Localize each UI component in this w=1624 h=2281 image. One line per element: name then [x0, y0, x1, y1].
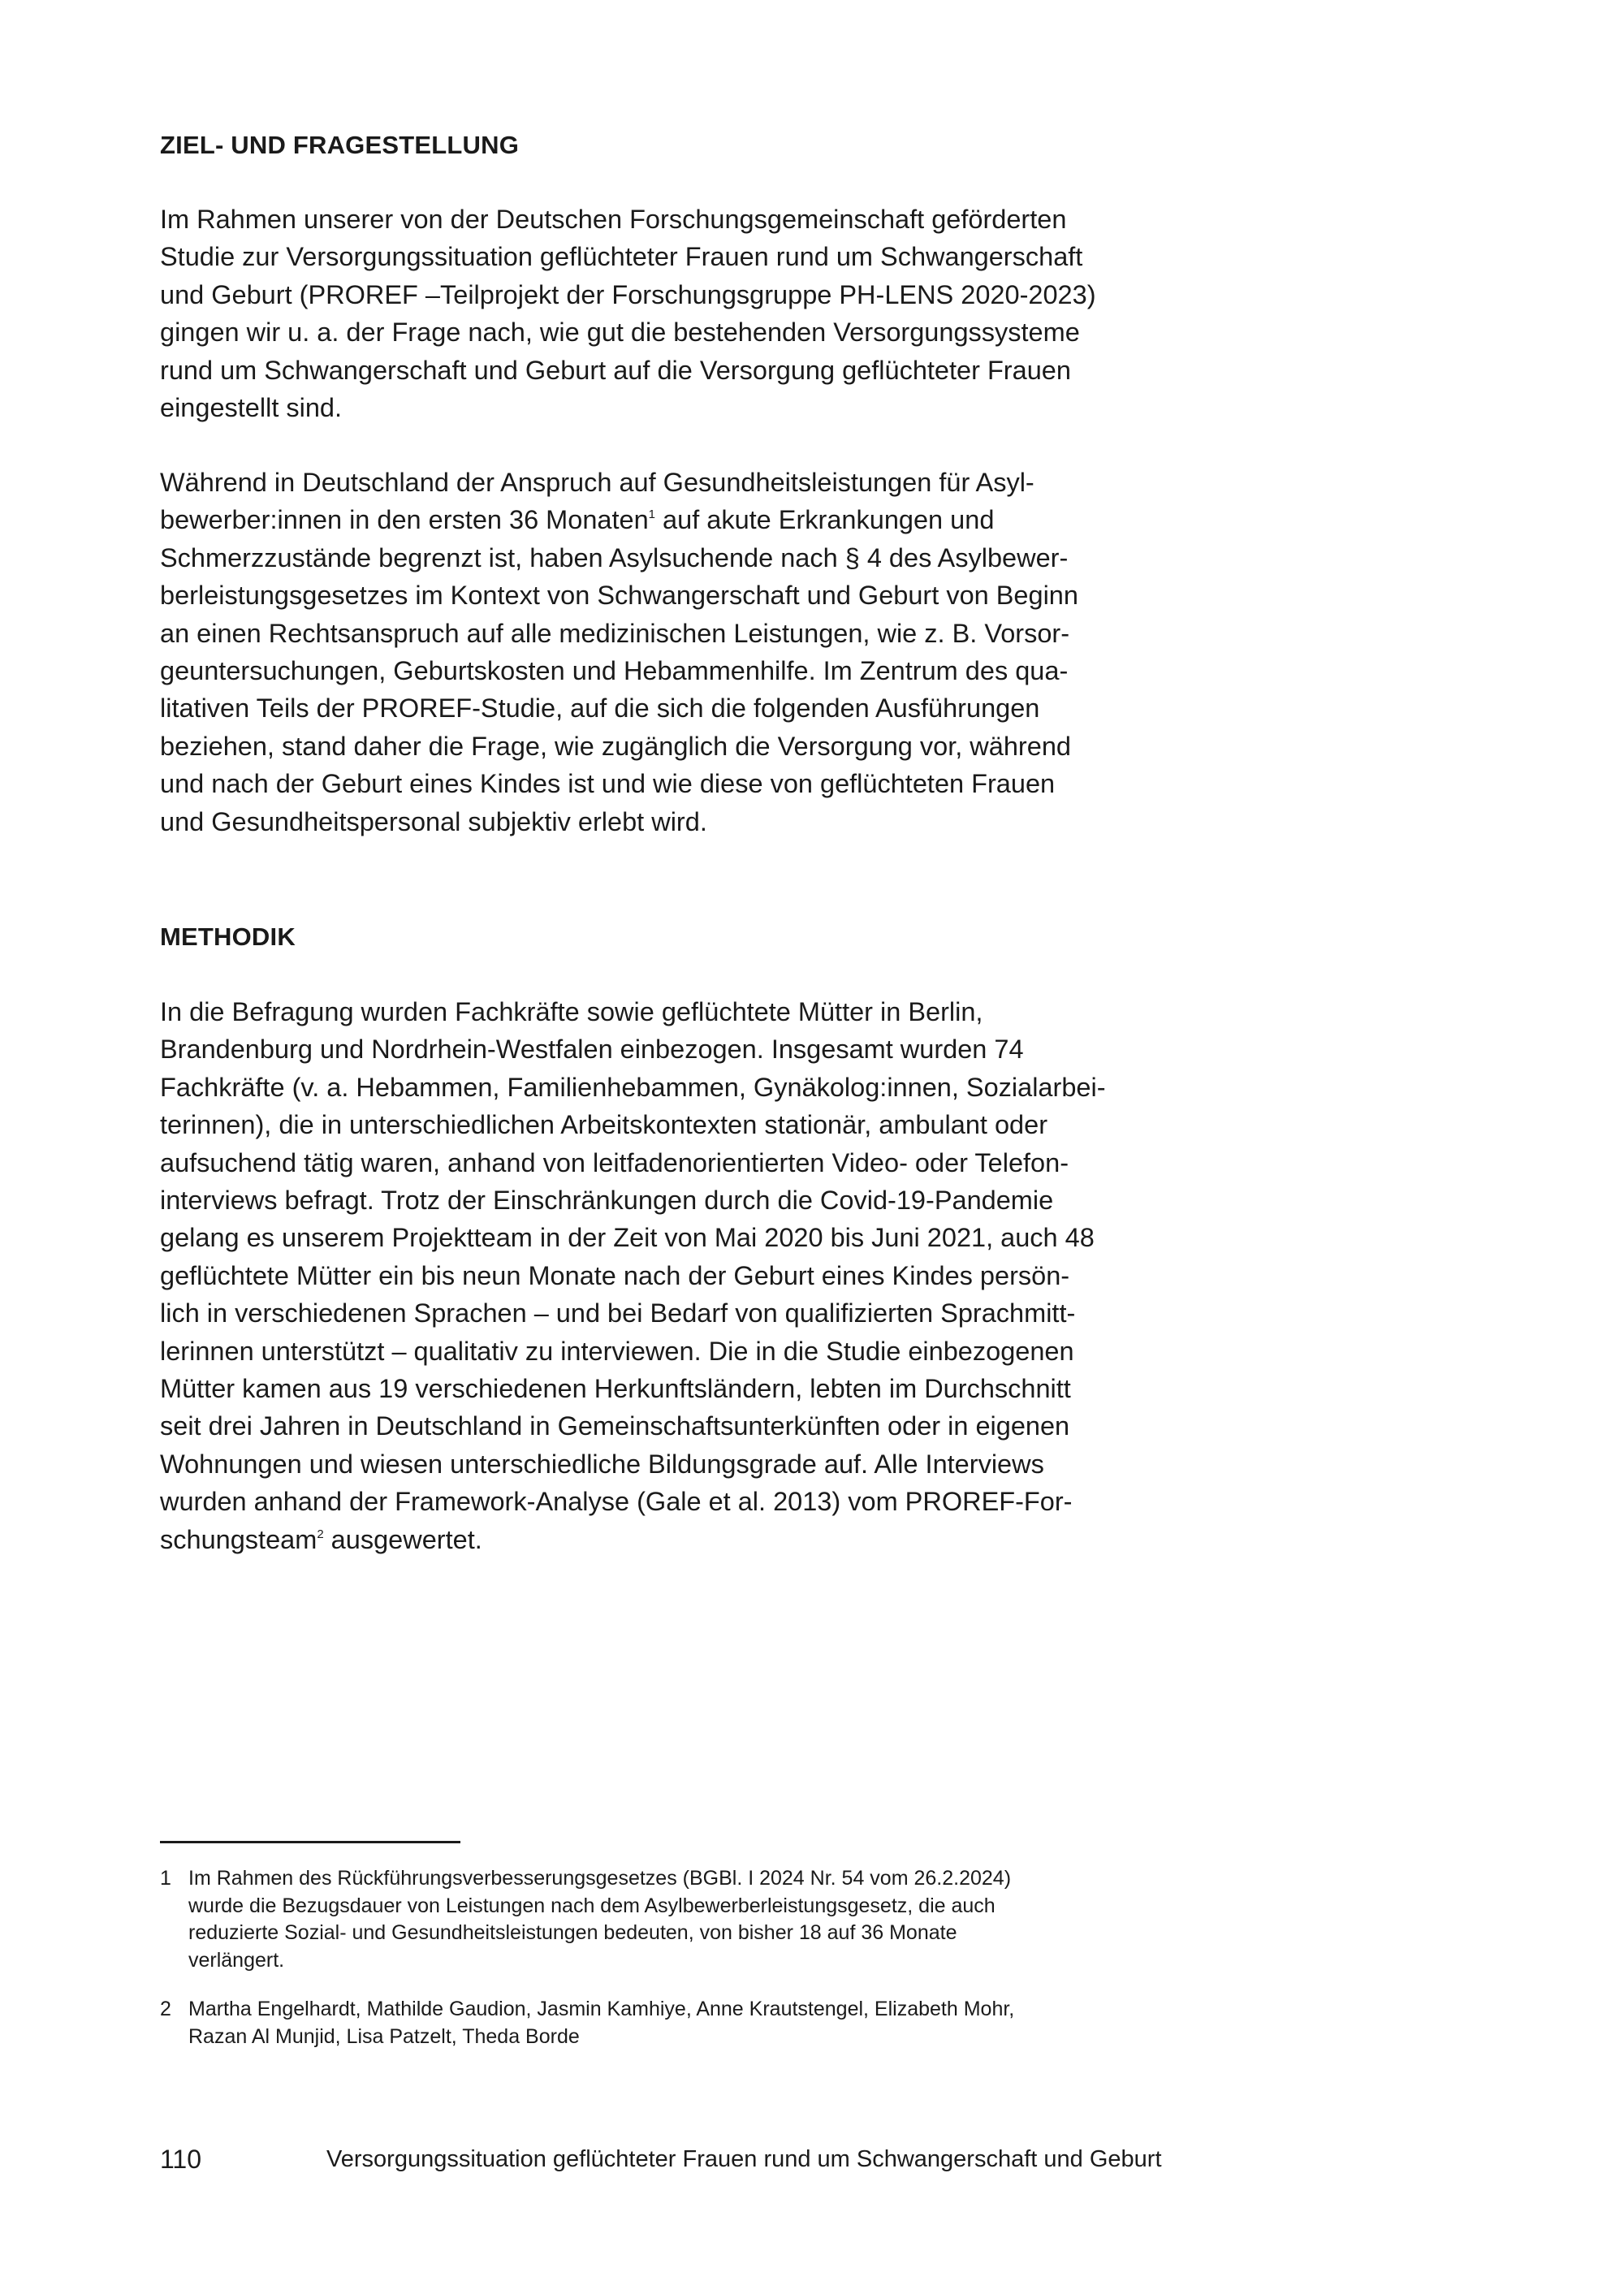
- text-line: verlängert.: [188, 1948, 285, 1972]
- text-line: eingestellt sind.: [160, 393, 343, 423]
- text-line: terinnen), die in unterschiedlichen Arbeitskontexten stationär, ambulant oder: [160, 1110, 1048, 1140]
- footnote-number: 1: [160, 1867, 171, 1890]
- page-number: 110: [160, 2145, 202, 2174]
- text-line: seit drei Jahren in Deutschland in Gemeinschaftsunterkünften oder in eigenen: [160, 1411, 1070, 1441]
- text-line: Im Rahmen des Rückführungsverbesserungsgesetzes (BGBl. I 2024 Nr. 54 vom 26.2.2024): [188, 1867, 1012, 1890]
- text-line: rund um Schwangerschaft und Geburt auf die Versorgung geflüchteter Frauen: [160, 355, 1071, 385]
- text-line-with-footnote-ref: [160, 501, 1118, 538]
- text-line: Im Rahmen unserer von der Deutschen Forschungsgemeinschaft geförderten: [160, 205, 1067, 234]
- text-line: beziehen, stand daher die Frage, wie zugänglich die Versorgung vor, während: [160, 731, 1071, 761]
- text-line: Studie zur Versorgungssituation geflüchteter Frauen rund um Schwangerschaft: [160, 242, 1083, 272]
- text-line: und Gesundheitspersonal subjektiv erlebt wird.: [160, 806, 707, 836]
- section1-paragraph-2: [160, 464, 1118, 840]
- text-line: Brandenburg und Nordrhein-Westfalen einbezogen. Insgesamt wurden 74: [160, 1035, 1024, 1065]
- footnote-divider: [160, 1841, 460, 1843]
- text-line: geflüchtete Mütter ein bis neun Monate nach der Geburt eines Kindes persön-: [160, 1260, 1070, 1290]
- footnote-ref-2[interactable]: 2: [317, 1527, 324, 1541]
- text-line: und Geburt (PROREF –Teilprojekt der Forschungsgruppe PH-LENS 2020-2023): [160, 279, 1096, 309]
- text-line: Martha Engelhardt, Mathilde Gaudion, Jasmin Kamhiye, Anne Krautstengel, Elizabeth Mohr,: [188, 1998, 1015, 2020]
- footnote-1: [160, 1865, 1134, 1974]
- footnote-2: [160, 1996, 1134, 2050]
- text-line: an einen Rechtsanspruch auf alle medizinischen Leistungen, wie z. B. Vorsor-: [160, 618, 1070, 648]
- text-line: berleistungsgesetzes im Kontext von Schwangerschaft und Geburt von Beginn: [160, 581, 1078, 611]
- text-line: aufsuchend tätig waren, anhand von leitfadenorientierten Video- oder Telefon-: [160, 1147, 1069, 1177]
- section-heading-methodik: METHODIK: [160, 922, 296, 951]
- text-segment: auf akute Erkrankungen und: [655, 505, 995, 535]
- text-line: Schmerzzustände begrenzt ist, haben Asylsuchende nach § 4 des Asylbewer-: [160, 542, 1069, 572]
- text-line: und nach der Geburt eines Kindes ist und wie diese von geflüchteten Frauen: [160, 769, 1056, 799]
- footnote-ref-1[interactable]: 1: [648, 508, 656, 522]
- running-title: Versorgungssituation geflüchteter Frauen rund um Schwangerschaft und Geburt: [326, 2146, 1162, 2172]
- section2-paragraph-1: [160, 993, 1118, 1558]
- text-line: In die Befragung wurden Fachkräfte sowie geflüchtete Mütter in Berlin,: [160, 997, 983, 1026]
- section1-paragraph-1: [160, 201, 1118, 426]
- text-line: Fachkräfte (v. a. Hebammen, Familienhebammen, Gynäkolog:innen, Sozialarbei-: [160, 1072, 1106, 1102]
- text-line: Während in Deutschland der Anspruch auf Gesundheitsleistungen für Asyl-: [160, 468, 1034, 497]
- footnote-text: [188, 1865, 1134, 1974]
- text-line: lich in verschiedenen Sprachen – und bei Bedarf von qualifizierten Sprachmitt-: [160, 1298, 1076, 1328]
- text-line: Wohnungen und wiesen unterschiedliche Bildungsgrade auf. Alle Interviews: [160, 1449, 1044, 1479]
- text-line: wurden anhand der Framework-Analyse (Gale et al. 2013) vom PROREF-For-: [160, 1487, 1073, 1517]
- text-line: geuntersuchungen, Geburtskosten und Hebammenhilfe. Im Zentrum des qua-: [160, 656, 1069, 686]
- text-line: gingen wir u. a. der Frage nach, wie gut die bestehenden Versorgungssysteme: [160, 318, 1080, 348]
- text-line: Mütter kamen aus 19 verschiedenen Herkunftsländern, lebten im Durchschnitt: [160, 1374, 1071, 1404]
- text-line: lerinnen unterstützt – qualitativ zu interviewen. Die in die Studie einbezogenen: [160, 1336, 1074, 1366]
- text-line: interviews befragt. Trotz der Einschränkungen durch die Covid-19-Pandemie: [160, 1186, 1054, 1216]
- footnote-text: [188, 1996, 1134, 2050]
- text-line-with-footnote-ref: [160, 1521, 1118, 1558]
- text-line: litativen Teils der PROREF-Studie, auf die sich die folgenden Ausführungen: [160, 693, 1040, 724]
- text-line: Razan Al Munjid, Lisa Patzelt, Theda Borde: [188, 2024, 580, 2048]
- text-line: reduzierte Sozial- und Gesundheitsleistungen bedeuten, von bisher 18 auf 36 Monate: [188, 1921, 957, 1945]
- text-segment: bewerber:innen in den ersten 36 Monaten: [160, 505, 649, 535]
- section-heading-ziel: ZIEL- UND FRAGESTELLUNG: [160, 131, 520, 159]
- text-segment: ausgewertet.: [323, 1524, 482, 1554]
- footnote-number: 2: [160, 1998, 171, 2020]
- text-line: gelang es unserem Projektteam in der Zeit von Mai 2020 bis Juni 2021, auch 48: [160, 1223, 1095, 1253]
- text-segment: schungsteam: [160, 1524, 317, 1554]
- text-line: wurde die Bezugsdauer von Leistungen nach dem Asylbewerberleistungsgesetz, die auch: [188, 1894, 996, 1917]
